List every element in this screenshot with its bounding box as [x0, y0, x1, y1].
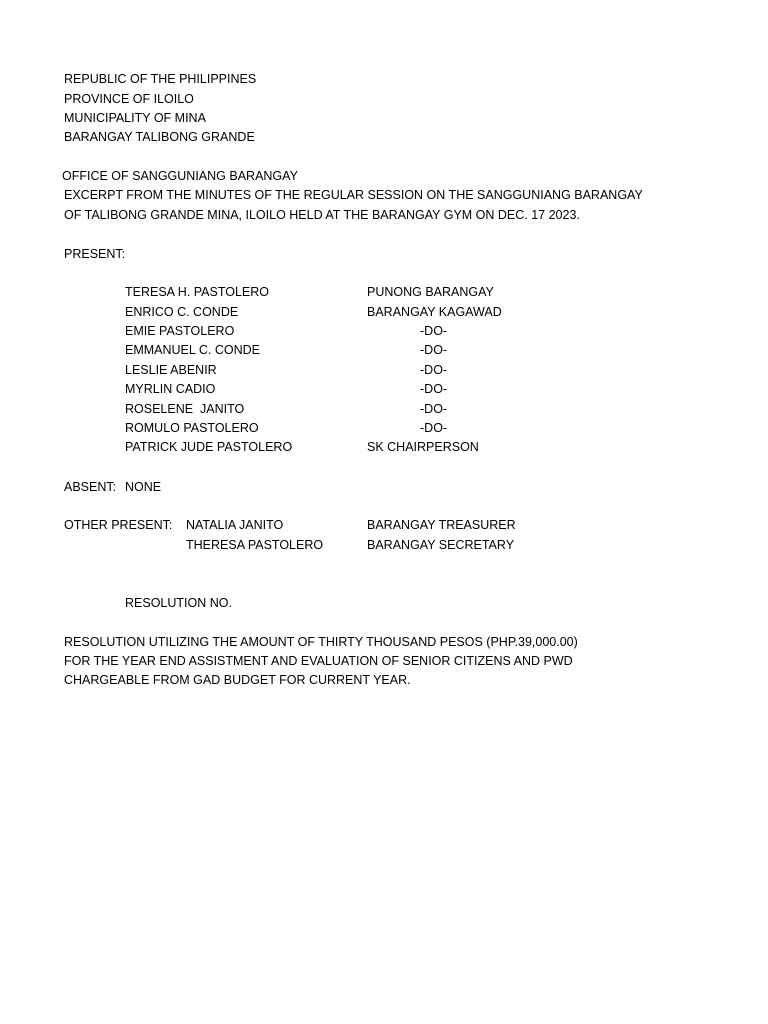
attendee-name: PATRICK JUDE PASTOLERO — [125, 440, 293, 454]
attendee-position: -DO- — [420, 324, 448, 338]
attendee-position: BARANGAY KAGAWAD — [367, 305, 502, 319]
other-present-label: OTHER PRESENT: — [64, 518, 173, 532]
attendee-name: TERESA H. PASTOLERO — [125, 285, 270, 299]
attendee-position: -DO- — [420, 421, 448, 435]
attendee-name: LESLIE ABENIR — [125, 363, 217, 377]
resolution-body-line-3: CHARGEABLE FROM GAD BUDGET FOR CURRENT YEAR. — [64, 673, 411, 687]
other-attendee-position: BARANGAY SECRETARY — [367, 538, 515, 552]
other-attendee-name: NATALIA JANITO — [186, 518, 284, 532]
attendee-name: ROSELENE JANITO — [125, 402, 245, 416]
attendee-position: PUNONG BARANGAY — [367, 285, 494, 299]
attendee-name: EMMANUEL C. CONDE — [125, 343, 260, 357]
excerpt-line-1: EXCERPT FROM THE MINUTES OF THE REGULAR SESSION ON THE SANGGUNIANG BARANGAY — [64, 188, 643, 202]
header-country: REPUBLIC OF THE PHILIPPINES — [64, 72, 257, 86]
header-province: PROVINCE OF ILOILO — [64, 92, 194, 106]
excerpt-line-2: OF TALIBONG GRANDE MINA, ILOILO HELD AT THE BARANGAY GYM ON DEC. 17 2023. — [64, 208, 580, 222]
attendee-name: EMIE PASTOLERO — [125, 324, 235, 338]
resolution-body-line-1: RESOLUTION UTILIZING THE AMOUNT OF THIRTY THOUSAND PESOS (PHP.39,000.00) — [64, 635, 578, 649]
other-attendee-name: THERESA PASTOLERO — [186, 538, 324, 552]
absent-label: ABSENT: — [64, 480, 117, 494]
resolution-body-line-2: FOR THE YEAR END ASSISTMENT AND EVALUATION OF SENIOR CITIZENS AND PWD — [64, 654, 573, 668]
attendee-position: -DO- — [420, 402, 448, 416]
header-barangay: BARANGAY TALIBONG GRANDE — [64, 130, 255, 144]
attendee-position: -DO- — [420, 363, 448, 377]
attendee-position: -DO- — [420, 382, 448, 396]
attendee-name: MYRLIN CADIO — [125, 382, 216, 396]
attendee-name: ENRICO C. CONDE — [125, 305, 239, 319]
resolution-number: RESOLUTION NO. — [125, 596, 232, 610]
other-attendee-position: BARANGAY TREASURER — [367, 518, 516, 532]
attendee-name: ROMULO PASTOLERO — [125, 421, 259, 435]
present-label: PRESENT: — [64, 247, 126, 261]
attendee-position: -DO- — [420, 343, 448, 357]
attendee-position: SK CHAIRPERSON — [367, 440, 479, 454]
absent-value: NONE — [125, 480, 162, 494]
office-title: OFFICE OF SANGGUNIANG BARANGAY — [62, 169, 298, 183]
header-municipality: MUNICIPALITY OF MINA — [64, 111, 206, 125]
